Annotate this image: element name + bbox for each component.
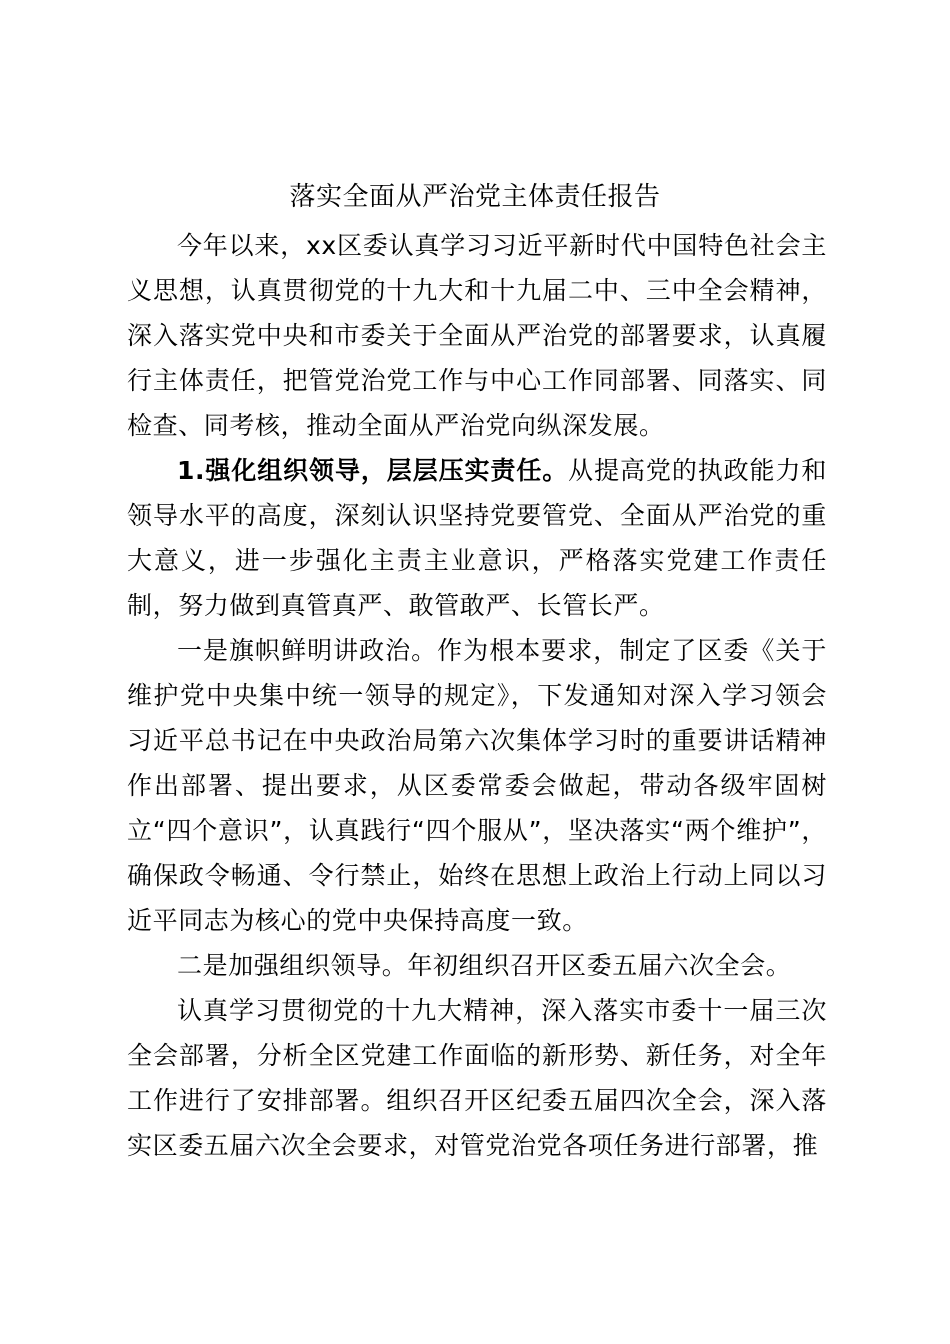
document-title: 落实全面从严治党主体责任报告: [289, 182, 661, 212]
paragraph-section-1: [127, 448, 827, 628]
paragraph-intro-text: 今年以来，xx区委认真学习习近平新时代中国特色社会主义思想，认真贯彻党的十九大和十九届二中、三中全会精神，深入落实党中央和市委关于全面从严治党的部署要求，认真履行主体责任，把管党治党工作与中心工作同部署、同落实、同检查、同考核，推动全面从严治党向纵深发展。: [127, 231, 827, 440]
continuation-text: 认真学习贯彻党的十九大精神，深入落实市委十一届三次全会部署，分析全区党建工作面临的新形势、新任务，对全年工作进行了安排部署。组织召开区纪委五届四次全会，深入落实区委五届六次全会要求，对管党治党各项任务进行部署，推: [127, 996, 827, 1160]
paragraph-continuation: [127, 988, 827, 1168]
document-body: [127, 223, 827, 1168]
section-1-heading: 1.强化组织领导，层层压实责任。: [177, 456, 569, 485]
section-1-text: 从提高党的执政能力和领导水平的高度，深刻认识坚持党要管党、全面从严治党的重大意义，进一步强化主责主业意识，严格落实党建工作责任制，努力做到真管真严、敢管敢严、长管长严。: [127, 456, 827, 620]
point-2-text: 二是加强组织领导。年初组织召开区委五届六次全会。: [177, 951, 792, 980]
point-1-text: 一是旗帜鲜明讲政治。作为根本要求，制定了区委《关于维护党中央集中统一领导的规定》，下发通知对深入学习领会习近平总书记在中央政治局第六次集体学习时的重要讲话精神作出部署、提出要求，从区委常委会做起，带动各级牢固树立“四个意识”，认真践行“四个服从”，坚决落实“两个维护”，确保政令畅通、令行禁止，始终在思想上政治上行动上同以习近平同志为核心的党中央保持高度一致。: [127, 636, 827, 935]
paragraph-intro: [127, 223, 827, 448]
paragraph-point-2: [127, 943, 827, 988]
paragraph-point-1: [127, 628, 827, 943]
